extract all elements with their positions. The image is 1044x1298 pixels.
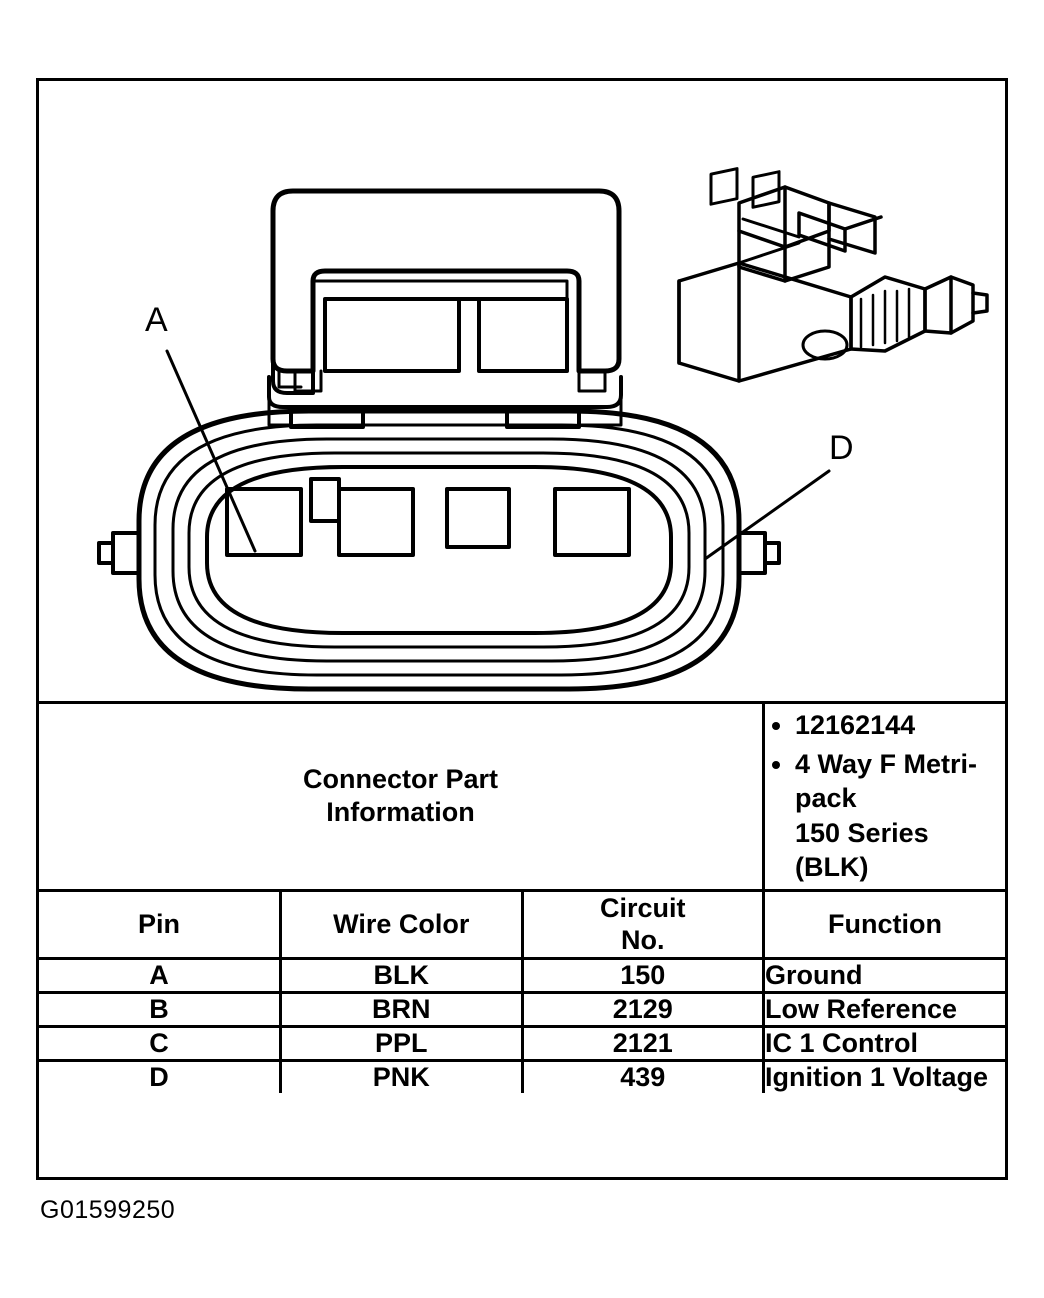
header-wire-color: Wire Color [281,890,523,958]
header-function: Function [764,890,1006,958]
connector-latch-outline [269,191,621,427]
table-header-row [39,890,1005,958]
connector-part-information-label [39,703,764,891]
callout-label-a: A [145,301,168,339]
header-circuit-no-line1: Circuit [599,892,686,923]
callout-label-d: D [829,429,854,467]
header-circuit-no-line2: No. [621,925,665,956]
header-circuit-no [522,890,764,958]
table-row [39,958,1005,992]
connector-illustration [39,81,1005,701]
part-description-bullet [795,747,1005,885]
cp-label-line1: Connector Part [302,763,499,794]
connector-information-table [39,701,1005,1093]
cell-wire-color: BLK [281,958,523,992]
cell-function: Low Reference [764,992,1006,1026]
table-row [39,1060,1005,1093]
connector-part-information-row [39,703,1005,891]
cell-circuit-no: 150 [522,958,764,992]
header-pin: Pin [39,890,281,958]
figure-id-label: G01599250 [40,1196,176,1224]
table-row [39,992,1005,1026]
table-row [39,1026,1005,1060]
part-description-line2: 150 Series (BLK) [795,817,929,883]
cell-circuit-no: 439 [522,1060,764,1093]
figure-border-box [36,78,1008,1180]
part-number-bullet: • 12162144 [795,708,1005,743]
cell-wire-color: PPL [281,1026,523,1060]
cell-pin: D [39,1060,281,1093]
cell-pin: C [39,1026,281,1060]
cp-label-line2: Information [326,797,475,828]
cell-function: Ignition 1 Voltage [764,1060,1006,1093]
cell-pin: B [39,992,281,1026]
cell-function: IC 1 Control [764,1026,1006,1060]
connector-part-information-value [764,703,1006,891]
cell-function: Ground [764,958,1006,992]
cell-wire-color: PNK [281,1060,523,1093]
cell-circuit-no: 2129 [522,992,764,1026]
cell-circuit-no: 2121 [522,1026,764,1060]
cell-wire-color: BRN [281,992,523,1026]
cell-pin: A [39,958,281,992]
connector-isometric-view [679,169,987,381]
part-description-line1: 4 Way F Metri-pack [795,748,978,814]
connector-body-front-face [99,411,779,689]
